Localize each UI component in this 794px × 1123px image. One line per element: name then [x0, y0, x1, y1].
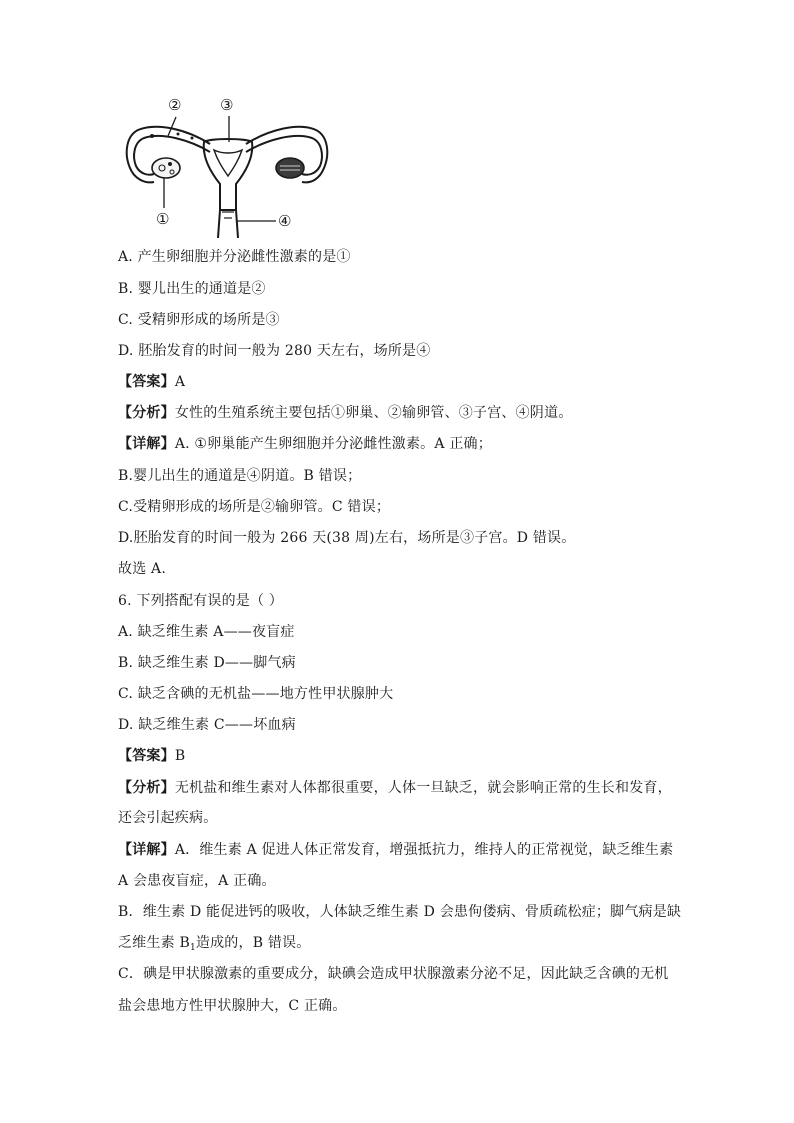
q5-conclusion: 故选 A. [118, 561, 167, 577]
q6-option-b: B. 缺乏维生素 D——脚气病 [118, 655, 296, 671]
label-2: ② [168, 96, 182, 114]
q5-option-c: C. 受精卵形成的场所是③ [118, 312, 280, 328]
detail-tag: 【详解】 [118, 436, 175, 452]
q5-option-d: D. 胚胎发育的时间一般为 280 天左右，场所是④ [118, 343, 431, 359]
q6-option-c: C. 缺乏含碘的无机盐——地方性甲状腺肿大 [118, 686, 394, 702]
q5-analysis [118, 404, 572, 422]
q5-option-a: A. 产生卵细胞并分泌雌性激素的是① [118, 249, 351, 265]
answer-tag: 【答案】 [118, 374, 175, 390]
q5-detail-b: B.婴儿出生的通道是④阴道。B 错误； [118, 468, 362, 484]
q6-stem: 6. 下列搭配有误的是（ ） [118, 593, 284, 609]
q5-detail-d: D.胚胎发育的时间一般为 266 天(38 周)左右，场所是③子宫。D 错误。 [118, 530, 576, 546]
q6-detail-b-line-1: B．维生素 D 能促进钙的吸收，人体缺乏维生素 D 会患佝偻病、骨质疏松症；脚气病是缺 [118, 904, 682, 920]
analysis-text: 无机盐和维生素对人体都很重要，人体一旦缺乏，就会影响正常的生长和发育， [174, 780, 672, 796]
q6-option-d: D. 缺乏维生素 C——坏血病 [118, 717, 296, 733]
label-4: ④ [278, 212, 292, 230]
q6-detail-b-line-2 [118, 934, 310, 952]
q6-analysis-line-1 [118, 779, 672, 797]
detail-text: A．维生素 A 促进人体正常发育，增强抵抗力，维持人的正常视觉，缺乏维生素 [174, 842, 674, 858]
q6-option-a: A. 缺乏维生素 A——夜盲症 [118, 624, 295, 640]
q6-detail-a-line-2: A 会患夜盲症，A 正确。 [118, 873, 276, 889]
label-1: ① [156, 210, 170, 228]
q5-answer [118, 373, 185, 391]
female-reproductive-system-diagram [118, 92, 338, 238]
q6-detail-c-line-1: C．碘是甲状腺激素的重要成分，缺碘会造成甲状腺激素分泌不足，因此缺乏含碘的无机 [118, 966, 669, 982]
q6-analysis-line-2: 还会引起疾病。 [118, 810, 218, 826]
answer-tag: 【答案】 [118, 748, 175, 764]
q6-detail-c-line-2: 盐会患地方性甲状腺肿大，C 正确。 [118, 998, 347, 1014]
answer-value: A [174, 374, 186, 390]
analysis-tag: 【分析】 [118, 405, 175, 421]
detail-text: A. ①卵巢能产生卵细胞并分泌雌性激素。A 正确； [174, 436, 492, 452]
analysis-tag: 【分析】 [118, 780, 175, 796]
q5-detail-c: C.受精卵形成的场所是②输卵管。C 错误； [118, 499, 391, 515]
detail-tag: 【详解】 [118, 842, 175, 858]
q6-detail-a-line-1 [118, 841, 673, 859]
q5-option-b: B. 婴儿出生的通道是② [118, 281, 266, 297]
answer-value: B [174, 748, 186, 764]
detail-b-post: 造成的，B 错误。 [195, 935, 311, 951]
subscript-1: 1 [189, 943, 196, 953]
label-3: ③ [220, 96, 234, 114]
q6-answer [118, 747, 185, 765]
analysis-text: 女性的生殖系统主要包括①卵巢、②输卵管、③子宫、④阴道。 [174, 405, 573, 421]
q5-detail-a [118, 435, 492, 453]
detail-b-pre: 乏维生素 B [118, 935, 190, 951]
